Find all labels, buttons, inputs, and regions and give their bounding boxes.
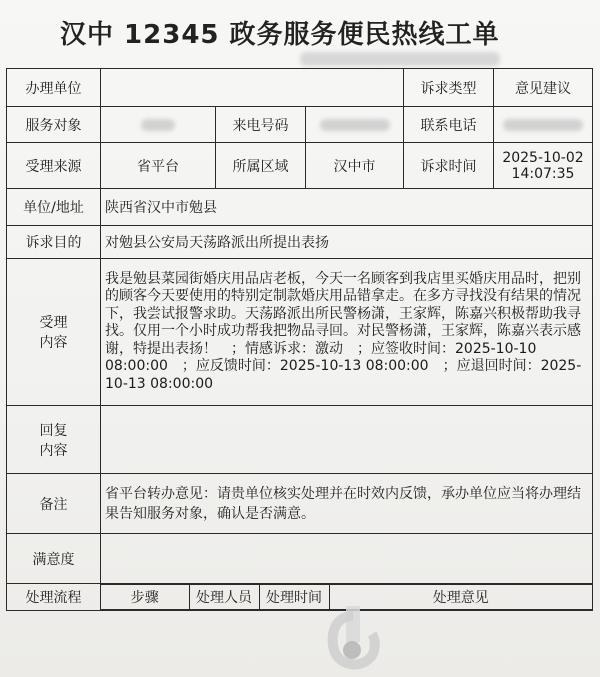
purpose-label: 诉求目的 (7, 226, 101, 259)
region-value: 汉中市 (306, 143, 404, 189)
content-label (7, 259, 101, 406)
contact-phone-value (494, 107, 593, 143)
process-col-handler: 处理人员 (189, 585, 259, 610)
row-handler (7, 69, 593, 107)
service-target-value (101, 107, 216, 143)
reply-value (101, 406, 593, 474)
address-value: 陕西省汉中市勉县 (101, 189, 593, 226)
row-address (7, 189, 593, 226)
appeal-time-date: 2025-10-02 (502, 149, 584, 166)
caller-number-label: 来电号码 (216, 107, 306, 143)
satisfaction-value (101, 534, 593, 584)
process-label: 处理流程 (7, 584, 101, 611)
region-label: 所属区域 (216, 143, 306, 189)
handler-label: 办理单位 (7, 69, 101, 107)
appeal-type-value: 意见建议 (494, 69, 593, 107)
process-col-opinion: 处理意见 (329, 585, 592, 610)
contact-phone-label: 联系电话 (404, 107, 494, 143)
remark-value: 省平台转办意见：请贵单位核实处理并在时效内反馈，承办单位应当将办理结果告知服务对象，确认是否满意。 (101, 474, 593, 534)
satisfaction-label: 满意度 (7, 534, 101, 584)
appeal-time-clock: 14:07:35 (511, 165, 575, 182)
source-value: 省平台 (101, 143, 216, 189)
purpose-value: 对勉县公安局天荡路派出所提出表扬 (101, 226, 593, 259)
appeal-type-label: 诉求类型 (404, 69, 494, 107)
appeal-time-label: 诉求时间 (404, 143, 494, 189)
process-col-step: 步骤 (101, 585, 189, 610)
appeal-time-value (494, 143, 593, 189)
redacted-name (141, 119, 175, 131)
source-label: 受理来源 (7, 143, 101, 189)
reply-label-line2: 内容 (39, 442, 68, 459)
redacted-ticket-id (300, 52, 500, 66)
handler-value (101, 69, 404, 107)
address-label: 单位/地址 (7, 189, 101, 226)
row-content (7, 259, 593, 406)
redacted-caller-number (320, 119, 390, 131)
content-label-line2: 内容 (39, 335, 68, 351)
row-source (7, 143, 593, 189)
content-value: 我是勉县菜园街婚庆用品店老板，今天一名顾客到我店里买婚庆用品时，把别的顾客今天要使用的特别定制款婚庆用品错拿走。在多方寻找没有结果的情况下，我尝试报警求助。天荡路派出所民警杨潇，王家辉，陈嘉兴积极帮助我寻找。仅用一个小时成功帮我把物品寻回。对民警杨潇，王家辉，陈嘉兴表示感谢，特提出表扬！ ；情感诉求：激动 ；应签收时间：2025-10-10 08:00:00 ；应反馈时间：2025-10-13 08:00:00 ；应退回时间：2025-10-13 08:00:00 (101, 259, 593, 406)
redacted-contact-phone (503, 119, 583, 131)
row-service-target (7, 107, 593, 143)
row-purpose (7, 226, 593, 259)
reply-label-line1: 回复 (39, 422, 68, 439)
service-target-label: 服务对象 (7, 107, 101, 143)
content-label-line1: 受理 (39, 315, 68, 331)
row-remark (7, 474, 593, 534)
row-process (7, 584, 593, 611)
caller-number-value (306, 107, 404, 143)
reply-label (7, 406, 101, 474)
row-satisfaction (7, 534, 593, 584)
page-title: 汉中 12345 政务服务便民热线工单 (60, 20, 500, 50)
work-order-form (6, 68, 593, 611)
remark-label: 备注 (7, 474, 101, 534)
process-col-time: 处理时间 (259, 585, 329, 610)
row-reply (7, 406, 593, 474)
watermark-logo-icon (326, 606, 380, 670)
